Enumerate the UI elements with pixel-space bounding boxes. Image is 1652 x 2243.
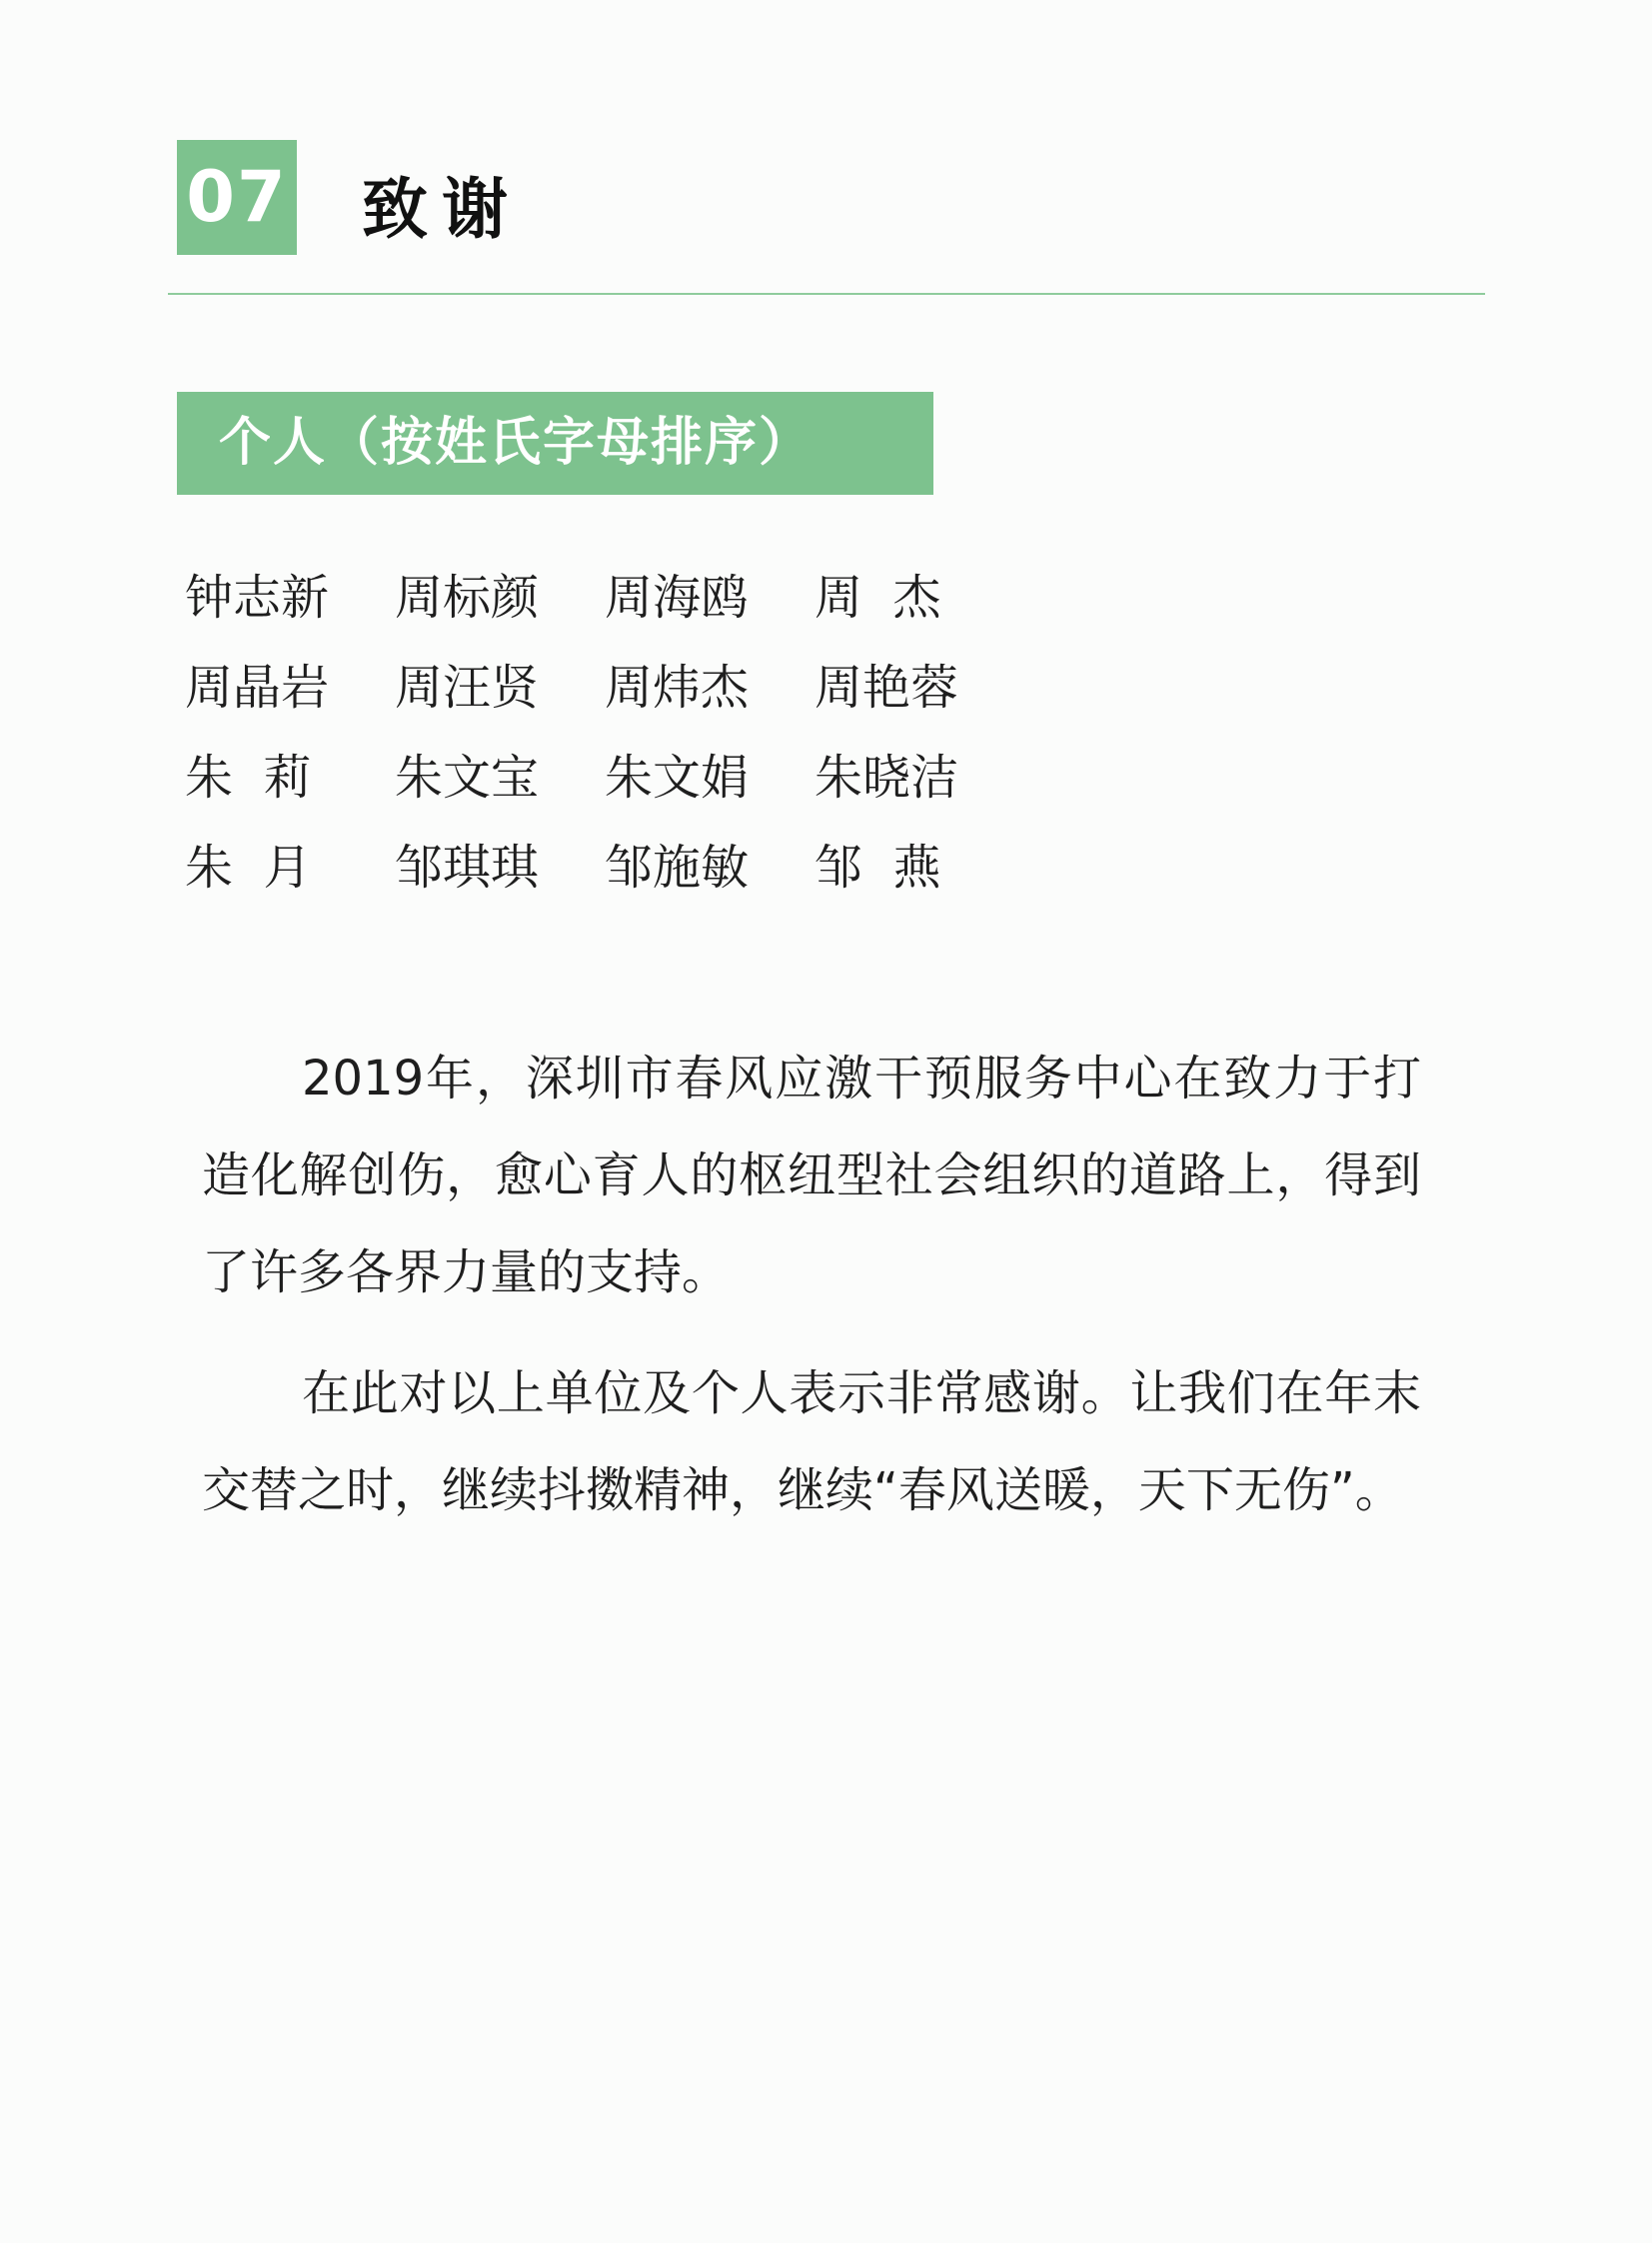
individuals-heading: 个人（按姓氏字母排序） bbox=[177, 392, 933, 495]
section-number-badge: 07 bbox=[177, 140, 297, 255]
name-item: 周炜杰 bbox=[605, 660, 750, 716]
page-title: 致谢 bbox=[362, 171, 522, 248]
name-item: 朱 莉 bbox=[185, 750, 312, 806]
name-item: 周标颜 bbox=[395, 570, 540, 626]
acknowledgement-paragraph-1: 2019年，深圳市春风应激干预服务中心在致力于打造化解创伤，愈心育人的枢纽型社会组织的道路上，得到了许多各界力量的支持。 bbox=[202, 1051, 1421, 1300]
name-item: 周 杰 bbox=[815, 570, 941, 626]
name-item: 朱文宝 bbox=[395, 750, 540, 806]
name-item: 朱晓洁 bbox=[815, 750, 959, 806]
name-item: 钟志新 bbox=[185, 570, 330, 626]
acknowledgement-paragraph-2: 在此对以上单位及个人表示非常感谢。让我们在年末交替之时，继续抖擞精神，继续“春风送暖，天下无伤”。 bbox=[202, 1365, 1421, 1518]
names-row bbox=[185, 823, 1044, 913]
names-row bbox=[185, 553, 1044, 643]
name-item: 朱 月 bbox=[185, 840, 312, 896]
name-item: 周晶岩 bbox=[185, 660, 330, 716]
names-row bbox=[185, 733, 1044, 823]
name-item: 周艳蓉 bbox=[815, 660, 959, 716]
name-item: 邹琪琪 bbox=[395, 840, 540, 896]
title-divider bbox=[168, 293, 1485, 295]
name-item: 周汪贤 bbox=[395, 660, 540, 716]
name-item: 朱文娟 bbox=[605, 750, 750, 806]
names-list bbox=[185, 553, 1044, 913]
name-item: 邹 燕 bbox=[815, 840, 941, 896]
name-item: 邹施敏 bbox=[605, 840, 750, 896]
name-item: 周海鸥 bbox=[605, 570, 750, 626]
names-row bbox=[185, 643, 1044, 733]
